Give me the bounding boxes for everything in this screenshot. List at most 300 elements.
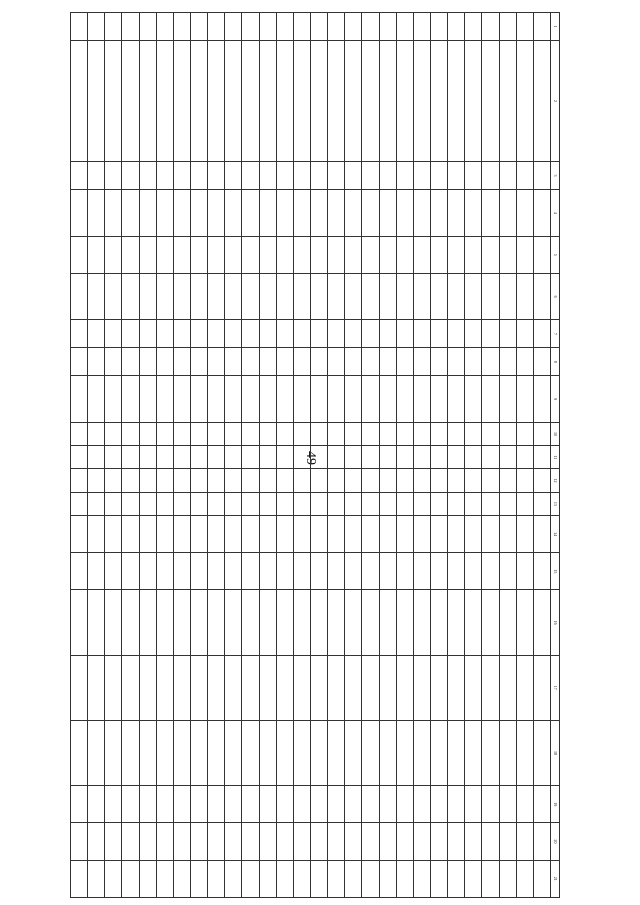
table-cell xyxy=(139,446,156,469)
table-cell xyxy=(71,422,88,445)
table-cell xyxy=(516,655,533,720)
table-cell xyxy=(208,236,225,273)
table-cell xyxy=(396,40,413,161)
table-cell xyxy=(328,446,345,469)
table-cell xyxy=(71,236,88,273)
table-cell xyxy=(88,320,105,348)
table-cell xyxy=(173,655,190,720)
table-cell xyxy=(122,446,139,469)
table-cell xyxy=(122,320,139,348)
table-cell xyxy=(499,655,516,720)
table-cell xyxy=(413,40,430,161)
table-cell xyxy=(208,786,225,823)
table-cell xyxy=(242,553,259,590)
table-cell xyxy=(173,553,190,590)
table-cell xyxy=(328,553,345,590)
table-cell xyxy=(71,655,88,720)
table-cell xyxy=(413,446,430,469)
table-cell xyxy=(499,553,516,590)
table-cell xyxy=(362,162,379,190)
table-cell xyxy=(88,40,105,161)
table-row xyxy=(482,13,499,898)
table-cell xyxy=(362,860,379,897)
table-cell xyxy=(191,823,208,860)
table-cell xyxy=(88,422,105,445)
table-cell xyxy=(71,469,88,492)
table-cell xyxy=(173,162,190,190)
table-cell xyxy=(208,655,225,720)
table-cell xyxy=(431,348,448,376)
table-cell xyxy=(293,273,310,320)
table-cell xyxy=(328,469,345,492)
table-cell xyxy=(139,422,156,445)
table-cell xyxy=(328,823,345,860)
column-header: 15 xyxy=(551,553,560,590)
table-cell xyxy=(71,13,88,41)
table-cell xyxy=(516,553,533,590)
table-cell xyxy=(88,348,105,376)
table-cell xyxy=(396,655,413,720)
table-cell xyxy=(293,655,310,720)
table-cell xyxy=(105,823,122,860)
table-cell xyxy=(242,40,259,161)
table-cell xyxy=(328,13,345,41)
table-cell xyxy=(71,515,88,552)
table-cell xyxy=(482,553,499,590)
table-cell xyxy=(465,162,482,190)
table-cell xyxy=(379,40,396,161)
table-cell xyxy=(431,422,448,445)
table-cell xyxy=(225,162,242,190)
table-cell xyxy=(482,162,499,190)
table-cell xyxy=(173,492,190,515)
table-cell xyxy=(362,13,379,41)
table-cell xyxy=(71,492,88,515)
table-cell xyxy=(465,492,482,515)
table-cell xyxy=(139,189,156,236)
table-cell xyxy=(191,860,208,897)
table-cell xyxy=(311,376,328,423)
table-cell xyxy=(465,40,482,161)
table-cell xyxy=(448,348,465,376)
table-cell xyxy=(311,553,328,590)
table-cell xyxy=(533,189,550,236)
table-cell xyxy=(499,236,516,273)
table-cell xyxy=(499,515,516,552)
table-cell xyxy=(156,655,173,720)
table-row xyxy=(139,13,156,898)
table-cell xyxy=(122,469,139,492)
table-cell xyxy=(533,590,550,655)
table-cell xyxy=(71,348,88,376)
table-cell xyxy=(259,422,276,445)
table-cell xyxy=(345,446,362,469)
table-cell xyxy=(122,236,139,273)
table-cell xyxy=(482,273,499,320)
table-cell xyxy=(156,492,173,515)
table-cell xyxy=(533,823,550,860)
table-cell xyxy=(396,469,413,492)
table-cell xyxy=(345,469,362,492)
table-cell xyxy=(482,13,499,41)
table-cell xyxy=(293,492,310,515)
table-cell xyxy=(122,720,139,785)
table-cell xyxy=(88,189,105,236)
table-cell xyxy=(259,189,276,236)
table-cell xyxy=(499,348,516,376)
table-cell xyxy=(88,446,105,469)
table-cell xyxy=(208,446,225,469)
table-row xyxy=(448,13,465,898)
table-cell xyxy=(413,823,430,860)
table-row xyxy=(71,13,88,898)
table-cell xyxy=(482,320,499,348)
table-cell xyxy=(88,590,105,655)
table-cell xyxy=(379,860,396,897)
table-cell xyxy=(516,590,533,655)
table-cell xyxy=(156,590,173,655)
table-cell xyxy=(225,860,242,897)
table-cell xyxy=(173,860,190,897)
table-cell xyxy=(431,786,448,823)
table-cell xyxy=(208,376,225,423)
table-cell xyxy=(259,469,276,492)
table-cell xyxy=(465,320,482,348)
table-cell xyxy=(448,162,465,190)
table-cell xyxy=(88,515,105,552)
table-cell xyxy=(465,823,482,860)
table-cell xyxy=(71,273,88,320)
table-cell xyxy=(242,236,259,273)
table-cell xyxy=(276,720,293,785)
table-cell xyxy=(259,492,276,515)
table-cell xyxy=(293,376,310,423)
table-cell xyxy=(225,273,242,320)
table-cell xyxy=(105,590,122,655)
table-cell xyxy=(208,273,225,320)
table-cell xyxy=(431,492,448,515)
table-cell xyxy=(88,469,105,492)
table-cell xyxy=(396,13,413,41)
table-cell xyxy=(225,655,242,720)
table-cell xyxy=(139,469,156,492)
table-cell xyxy=(293,590,310,655)
table-cell xyxy=(516,422,533,445)
table-cell xyxy=(191,189,208,236)
table-cell xyxy=(293,720,310,785)
table-cell xyxy=(396,376,413,423)
table-cell xyxy=(122,376,139,423)
table-cell xyxy=(396,348,413,376)
table-cell xyxy=(105,492,122,515)
table-cell xyxy=(345,590,362,655)
table-cell xyxy=(139,236,156,273)
table-cell xyxy=(431,720,448,785)
table-cell xyxy=(413,655,430,720)
table-row xyxy=(242,13,259,898)
table-cell xyxy=(105,469,122,492)
table-cell xyxy=(156,720,173,785)
table-cell xyxy=(208,13,225,41)
table-cell xyxy=(448,860,465,897)
table-cell xyxy=(173,422,190,445)
table-cell xyxy=(293,40,310,161)
page-number: 49 xyxy=(303,451,318,465)
column-header: 19 xyxy=(551,786,560,823)
table-cell xyxy=(482,446,499,469)
table-cell xyxy=(276,376,293,423)
table-cell xyxy=(516,13,533,41)
table-cell xyxy=(293,236,310,273)
table-cell xyxy=(88,236,105,273)
table-cell xyxy=(293,320,310,348)
table-cell xyxy=(379,348,396,376)
table-cell xyxy=(139,655,156,720)
table-cell xyxy=(362,348,379,376)
table-cell xyxy=(533,13,550,41)
table-cell xyxy=(413,348,430,376)
table-cell xyxy=(293,422,310,445)
table-cell xyxy=(396,823,413,860)
table-body xyxy=(71,13,551,898)
table-cell xyxy=(139,348,156,376)
header-row xyxy=(551,13,560,898)
table-cell xyxy=(396,273,413,320)
table-cell xyxy=(516,320,533,348)
table-cell xyxy=(71,823,88,860)
table-cell xyxy=(533,376,550,423)
column-header: 2 xyxy=(551,40,560,161)
table-cell xyxy=(259,720,276,785)
table-cell xyxy=(191,376,208,423)
table-cell xyxy=(88,13,105,41)
table-cell xyxy=(276,422,293,445)
table-cell xyxy=(191,40,208,161)
table-cell xyxy=(105,515,122,552)
table-row xyxy=(122,13,139,898)
table-row xyxy=(156,13,173,898)
table-cell xyxy=(156,376,173,423)
table-cell xyxy=(105,273,122,320)
table-cell xyxy=(242,273,259,320)
table-cell xyxy=(448,492,465,515)
table-cell xyxy=(362,590,379,655)
table-cell xyxy=(379,786,396,823)
table-cell xyxy=(139,13,156,41)
table-cell xyxy=(156,860,173,897)
table-cell xyxy=(396,422,413,445)
table-cell xyxy=(156,40,173,161)
table-cell xyxy=(173,13,190,41)
table-cell xyxy=(293,348,310,376)
table-cell xyxy=(293,469,310,492)
table-row xyxy=(208,13,225,898)
table-cell xyxy=(191,422,208,445)
column-header: 16 xyxy=(551,590,560,655)
table-cell xyxy=(276,348,293,376)
table-cell xyxy=(293,553,310,590)
table-cell xyxy=(105,553,122,590)
table-cell xyxy=(242,590,259,655)
table-cell xyxy=(379,422,396,445)
table-cell xyxy=(533,422,550,445)
table-cell xyxy=(482,823,499,860)
table-cell xyxy=(413,376,430,423)
table-cell xyxy=(276,40,293,161)
table-cell xyxy=(276,823,293,860)
table-cell xyxy=(242,320,259,348)
table-cell xyxy=(173,273,190,320)
table-cell xyxy=(362,273,379,320)
table-cell xyxy=(345,553,362,590)
table-cell xyxy=(396,860,413,897)
table-cell xyxy=(122,553,139,590)
table-cell xyxy=(276,273,293,320)
table-cell xyxy=(465,590,482,655)
table-cell xyxy=(516,823,533,860)
table-cell xyxy=(465,446,482,469)
table-cell xyxy=(71,40,88,161)
table-cell xyxy=(413,720,430,785)
table-cell xyxy=(242,446,259,469)
table-cell xyxy=(311,446,328,469)
table-cell xyxy=(516,162,533,190)
table-cell xyxy=(413,786,430,823)
table-cell xyxy=(208,422,225,445)
table-cell xyxy=(156,786,173,823)
column-header: 1 xyxy=(551,13,560,41)
table-cell xyxy=(156,273,173,320)
table-cell xyxy=(259,446,276,469)
table-cell xyxy=(362,720,379,785)
table-cell xyxy=(499,320,516,348)
table-cell xyxy=(362,40,379,161)
table-cell xyxy=(345,786,362,823)
table-cell xyxy=(448,469,465,492)
table-cell xyxy=(311,823,328,860)
table-cell xyxy=(499,720,516,785)
table-cell xyxy=(516,492,533,515)
table-cell xyxy=(276,446,293,469)
data-table xyxy=(70,12,560,898)
table-cell xyxy=(225,823,242,860)
table-cell xyxy=(225,348,242,376)
table-cell xyxy=(516,469,533,492)
table-cell xyxy=(105,422,122,445)
table-cell xyxy=(242,492,259,515)
table-cell xyxy=(242,189,259,236)
table-cell xyxy=(225,469,242,492)
table-cell xyxy=(311,348,328,376)
table-cell xyxy=(139,492,156,515)
table-cell xyxy=(156,348,173,376)
table-cell xyxy=(379,655,396,720)
table-cell xyxy=(208,320,225,348)
table-cell xyxy=(156,823,173,860)
table-cell xyxy=(191,553,208,590)
table-cell xyxy=(173,348,190,376)
table-cell xyxy=(208,348,225,376)
table-cell xyxy=(105,655,122,720)
table-cell xyxy=(173,40,190,161)
table-cell xyxy=(516,236,533,273)
table-cell xyxy=(88,376,105,423)
table-cell xyxy=(242,13,259,41)
table-cell xyxy=(88,162,105,190)
table-cell xyxy=(328,40,345,161)
table-cell xyxy=(345,655,362,720)
column-header: 3 xyxy=(551,162,560,190)
table-cell xyxy=(139,720,156,785)
table-row xyxy=(396,13,413,898)
column-header: 10 xyxy=(551,422,560,445)
table-cell xyxy=(311,492,328,515)
table-cell xyxy=(396,446,413,469)
table-cell xyxy=(208,515,225,552)
table-row xyxy=(328,13,345,898)
table-cell xyxy=(465,422,482,445)
table-cell xyxy=(431,446,448,469)
table-cell xyxy=(345,236,362,273)
table-cell xyxy=(242,720,259,785)
table-cell xyxy=(122,515,139,552)
table-cell xyxy=(173,376,190,423)
table-cell xyxy=(328,236,345,273)
table-cell xyxy=(139,860,156,897)
column-header: 21 xyxy=(551,860,560,897)
table-row xyxy=(465,13,482,898)
table-cell xyxy=(413,162,430,190)
table-cell xyxy=(242,348,259,376)
table-cell xyxy=(105,162,122,190)
table-cell xyxy=(465,376,482,423)
table-cell xyxy=(448,236,465,273)
table-cell xyxy=(311,515,328,552)
table-cell xyxy=(465,236,482,273)
table-cell xyxy=(499,469,516,492)
table-cell xyxy=(276,492,293,515)
table-cell xyxy=(139,40,156,161)
table-cell xyxy=(71,376,88,423)
table-cell xyxy=(362,515,379,552)
table-cell xyxy=(345,422,362,445)
table-row xyxy=(311,13,328,898)
table-cell xyxy=(379,492,396,515)
table-cell xyxy=(448,376,465,423)
table-cell xyxy=(533,236,550,273)
table-cell xyxy=(242,860,259,897)
table-cell xyxy=(396,162,413,190)
table-cell xyxy=(362,492,379,515)
table-cell xyxy=(139,553,156,590)
table-cell xyxy=(431,236,448,273)
table-cell xyxy=(482,860,499,897)
table-cell xyxy=(413,422,430,445)
table-cell xyxy=(413,860,430,897)
table-cell xyxy=(533,515,550,552)
table-cell xyxy=(122,655,139,720)
table-cell xyxy=(122,348,139,376)
table-cell xyxy=(105,860,122,897)
table-cell xyxy=(225,320,242,348)
column-header: 14 xyxy=(551,515,560,552)
table-cell xyxy=(345,860,362,897)
table-cell xyxy=(173,189,190,236)
table-cell xyxy=(345,189,362,236)
table-cell xyxy=(448,13,465,41)
table-row xyxy=(259,13,276,898)
table-cell xyxy=(191,492,208,515)
